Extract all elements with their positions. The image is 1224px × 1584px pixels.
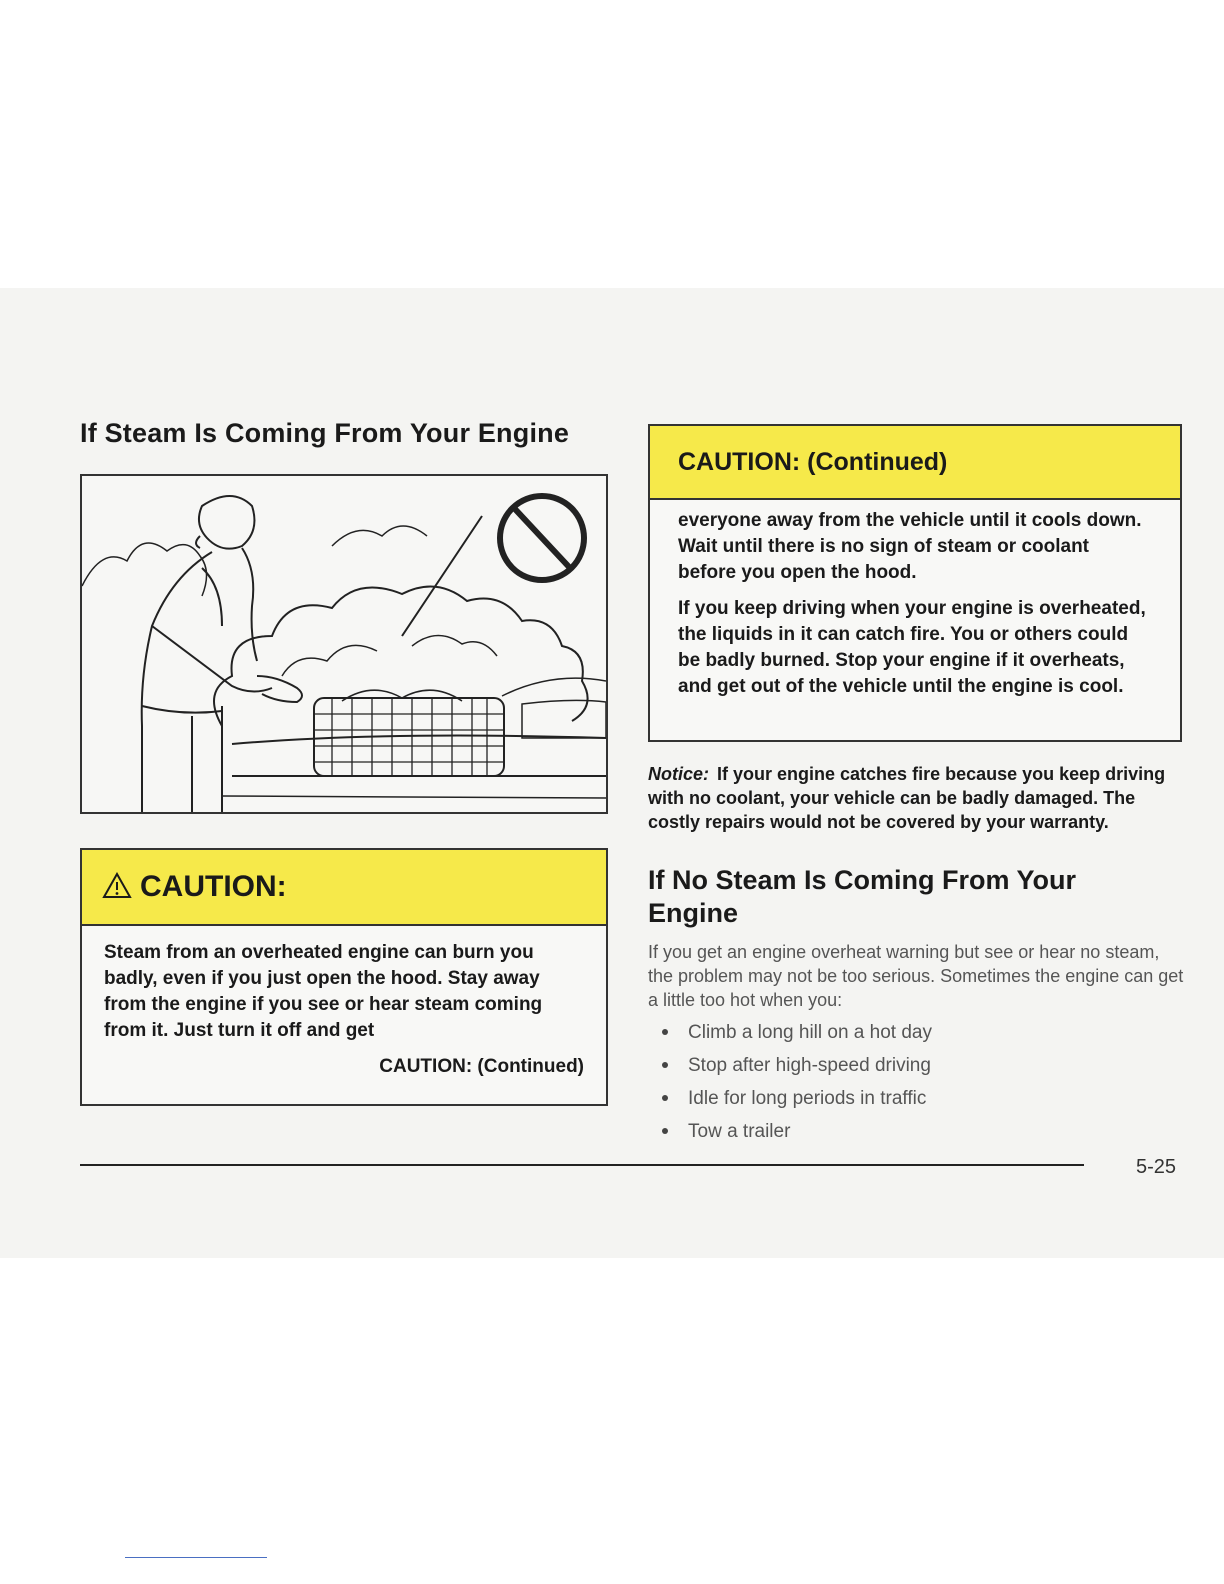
intro-paragraph: If you get an engine overheat warning but see or hear no steam, the problem may not be too serious. Sometimes the engine can get a little too hot when you:	[648, 942, 1184, 1010]
bullet-icon	[662, 1062, 668, 1068]
list-item: Stop after high-speed driving	[660, 1049, 932, 1082]
conditions-list	[660, 1016, 932, 1148]
caution-title: CAUTION:	[140, 870, 287, 903]
bullet-icon	[662, 1029, 668, 1035]
caution-text: Steam from an overheated engine can burn you badly, even if you just open the hood. Stay away from the engine if you see or hear steam coming from it. Just turn it off and get	[104, 942, 543, 1041]
page-number: 5-25	[1136, 1156, 1177, 1178]
section-heading-steam: If Steam Is Coming From Your Engine	[80, 418, 570, 448]
caution-box-steam	[80, 848, 608, 1106]
footer-rule	[80, 1164, 1084, 1166]
notice-paragraph	[648, 762, 1178, 834]
list-item: Climb a long hill on a hot day	[660, 1016, 932, 1049]
footer-underline	[125, 1557, 267, 1558]
caution-continued-header: CAUTION: (Continued)	[650, 426, 1180, 500]
bullet-icon	[662, 1095, 668, 1101]
list-item: Idle for long periods in traffic	[660, 1082, 932, 1115]
notice-text: If your engine catches fire because you keep driving with no coolant, your vehicle can be badly damaged. The costly repairs would not be covered by your warranty.	[648, 764, 1166, 832]
caution-box-continued	[648, 424, 1182, 742]
caution-paragraph: everyone away from the vehicle until it cools down. Wait until there is no sign of steam or coolant before you open the hood.	[678, 510, 1142, 583]
section-heading-no-steam: If No Steam Is Coming From Your Engine	[648, 865, 1077, 928]
list-item: Tow a trailer	[660, 1115, 932, 1148]
bullet-icon	[662, 1128, 668, 1134]
caution-continued-label: CAUTION: (Continued)	[379, 1056, 584, 1077]
notice-label: Notice:	[648, 764, 710, 784]
caution-paragraph: If you keep driving when your engine is overheated, the liquids in it can catch fire. You or others could be badly burned. Stop your engine if it overheats, and get out of the vehicle until the engine is cool.	[678, 598, 1146, 697]
steam-illustration	[80, 474, 608, 814]
warning-triangle-icon	[102, 872, 132, 899]
caution-header	[82, 850, 606, 926]
